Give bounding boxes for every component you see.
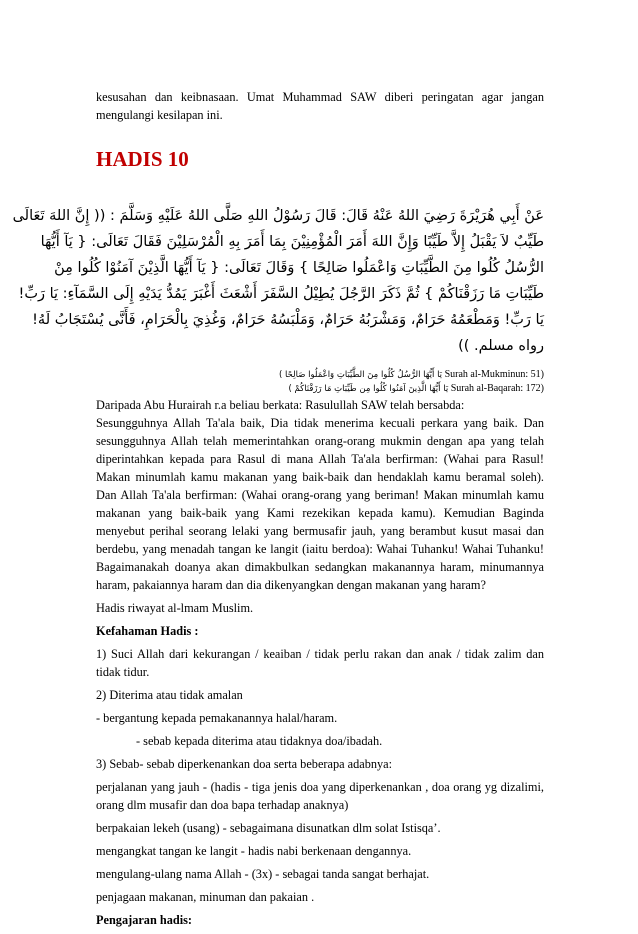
kefahaman-item: 2) Diterima atau tidak amalan (96, 688, 243, 702)
translation-paragraph: Sesungguhnya Allah Ta'ala baik, Dia tidak menerima kecuali perkara yang baik. Dan sesungguhnya Allah telah memerintahkan orang-orang mukmin dengan apa yang telah diperintahkan kepada para Rasul di mana Allah Ta'ala berfirman: (Wahai para Rasul! Makan minumlah kamu makanan yang baik-baik dan hendaklah kamu beramal soleh). Dan Allah Ta'ala berfirman: (Wahai orang-orang yang beriman! Makan minumlah kamu makanan yang baik-baik yang Kami rezekikan kepada kamu). Kemudian Baginda menyebut perihal seorang lelaki yang bermusafir jauh, yang berambut kusut masai dan berdebu, yang menadah tangan ke langit (iaitu berdoa): Wahai Tuhanku! Wahai Tuhanku! Bagaimanakah doanya akan dimakbulkan sedangkan makanannya haram, minumannya haram, pakaiannya haram dan dia dikenyangkan dengan makanan yang haram? (96, 416, 544, 592)
reference-label: Surah al-Mukminun: 51) (444, 369, 544, 380)
kefahaman-item: 3) Sebab- sebab diperkenankan doa serta beberapa adabnya: (96, 757, 393, 771)
section-heading: HADIS 10 (96, 147, 189, 171)
kefahaman-item: 1) Suci Allah dari kekurangan / keaiban / tidak perlu rakan dan anak / tidak zalim dan tidak tidur. (96, 647, 544, 679)
reference-arabic: ( يَا أَيُّهَا الَّذِينَ آمَنُوا كُلُوا مِن طَيِّبَاتِ مَا رَزَقْنَاكُمْ (288, 384, 449, 394)
arabic-line: رواه مسلم. )) (458, 338, 544, 354)
arabic-line: يَا رَبِّ! وَمَطْعَمُهُ حَرَامٌ، وَمَشْرَبُهُ حَرَامٌ، وَمَلْبَسُهُ حَرَامٌ، وَغُذِيَ بِالْحَرَامِ، فَأَنَّى يُسْتَجَابُ لَهُ! (32, 312, 544, 328)
kefahaman-subitem: perjalanan yang jauh - (hadis - tiga jenis doa yang diperkenankan , doa orang yg dizalimi, orang dlm musafir dan doa bapa terhadap anaknya) (96, 780, 544, 812)
kefahaman-subitem: penjagaan makanan, minuman dan pakaian . (96, 890, 315, 904)
reference-line (96, 382, 544, 396)
arabic-line: عَنْ أَبِي هُرَيْرَةَ رَضِيَ اللهُ عَنْهُ قَالَ: قَالَ رَسُوْلُ اللهِ صَلَّى اللهُ عَلَيْهِ وَسَلَّمَ : (( إِنَّ اللهَ تَعَالَى (12, 208, 544, 224)
kefahaman-subitem: mengulang-ulang nama Allah - (3x) - sebagai tanda sangat berhajat. (96, 867, 430, 881)
arabic-line: طَيِّبَاتِ مَا رَزَقْنَاكُمْ } ثُمَّ ذَكَرَ الرَّجُلَ يُطِيْلُ السَّفَرَ أَشْعَثَ أَغْبَرَ يَمُدُّ يَدَيْهِ إِلَى السَّمَآءِ: يَا رَبِّ! (18, 286, 544, 302)
intro-paragraph: kesusahan dan keibnasaan. Umat Muhammad SAW diberi peringatan agar jangan mengulangi kesilapan ini. (96, 90, 544, 122)
kefahaman-subitem: berpakaian lekeh (usang) - sebagaimana disunatkan dlm solat Istisqa’. (96, 821, 441, 835)
reference-label: Surah al-Baqarah: 172) (450, 383, 544, 394)
kefahaman-heading: Kefahaman Hadis : (96, 624, 199, 638)
kefahaman-subitem: - sebab kepada diterima atau tidaknya doa/ibadah. (136, 734, 383, 748)
pengajaran-heading: Pengajaran hadis: (96, 913, 192, 927)
arabic-line: الرُّسُلُ كُلُوا مِنَ الطَّيِّبَاتِ وَاعْمَلُوا صَالِحًا } وَقَالَ تَعَالَى: { يَآ أَيُّهَا الَّذِيْنَ آمَنُوْا كُلُوا مِنْ (54, 260, 544, 276)
narration-intro: Daripada Abu Hurairah r.a beliau berkata: Rasulullah SAW telah bersabda: (96, 398, 465, 412)
arabic-line: طَيِّبٌ لاَ يَقْبَلُ إِلاَّ طَيِّبًا وَإِنَّ اللهَ أَمَرَ الْمُؤْمِنِيْنَ بِمَا أَمَرَ بِهِ الْمُرْسَلِيْنَ فَقَالَ تَعَالَى: { يَآ أَيُّهَا (40, 234, 544, 250)
reference-line (96, 368, 544, 382)
kefahaman-subitem: - bergantung kepada pemakanannya halal/haram. (96, 711, 338, 725)
reference-arabic: ( يَا أَيُّهَا الرُّسُلُ كُلُوا مِنَ الطَّيِّبَاتِ وَاعْمَلُوا صَالِحًا (278, 370, 443, 380)
body-text (96, 396, 544, 934)
kefahaman-subitem: mengangkat tangan ke langit - hadis nabi berkenaan dengannya. (96, 844, 412, 858)
arabic-hadith-text (12, 203, 544, 359)
quran-references (96, 368, 544, 396)
narration-source: Hadis riwayat al-lmam Muslim. (96, 601, 254, 615)
